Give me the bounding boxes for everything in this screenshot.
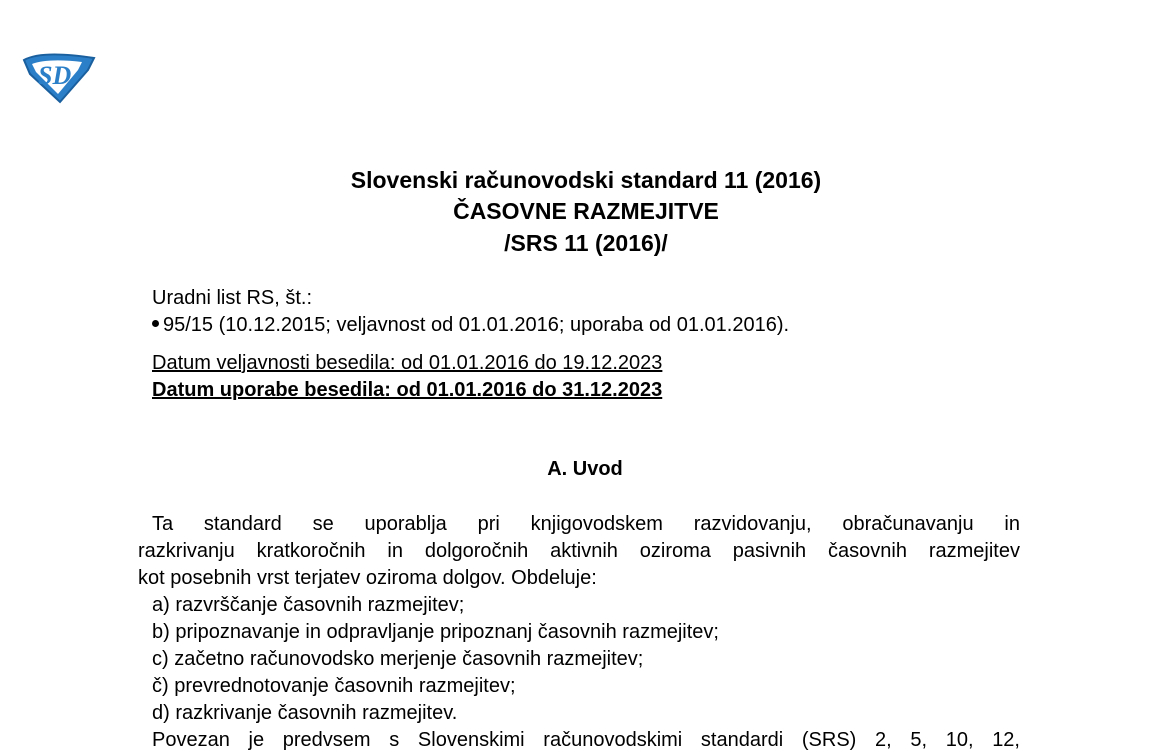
document-subtitle: ČASOVNE RAZMEJITVE <box>453 198 719 224</box>
validity-date: Datum veljavnosti besedila: od 01.01.2016 do 19.12.2023 <box>152 352 663 374</box>
svg-text:SD: SD <box>38 61 72 90</box>
gazette-label: Uradni list RS, št.: <box>152 287 313 309</box>
list-item: č) prevrednotovanje časovnih razmejitev; <box>152 675 516 697</box>
intro-line-3: kot posebnih vrst terjatev oziroma dolgov. Obdeluje: <box>138 567 597 589</box>
list-item: a) razvrščanje časovnih razmejitev; <box>152 594 465 616</box>
list-item: c) začetno računovodsko merjenje časovnih razmejitev; <box>152 648 644 670</box>
section-heading: A. Uvod <box>547 458 623 480</box>
next-paragraph-line: Povezan je predvsem s Slovenskimi računovodskimi standardi (SRS) 2, 5, 10, 12, <box>152 729 1020 751</box>
document-title: Slovenski računovodski standard 11 (2016) <box>350 167 822 193</box>
document-code: /SRS 11 (2016)/ <box>504 230 668 256</box>
intro-line-1: Ta standard se uporablja pri knjigovodskem razvidovanju, obračunavanju in <box>152 513 1020 535</box>
gazette-item <box>152 314 789 337</box>
bullet-icon <box>152 320 159 327</box>
sd-logo-icon <box>22 48 96 104</box>
use-date: Datum uporabe besedila: od 01.01.2016 do 31.12.2023 <box>152 379 663 401</box>
intro-line-2: razkrivanju kratkoročnih in dolgoročnih aktivnih oziroma pasivnih časovnih razmejitev <box>138 540 1020 562</box>
list-item: b) pripoznavanje in odpravljanje pripoznanj časovnih razmejitev; <box>152 621 719 643</box>
gazette-item-text: 95/15 (10.12.2015; veljavnost od 01.01.2016; uporaba od 01.01.2016). <box>163 314 790 336</box>
list-item: d) razkrivanje časovnih razmejitev. <box>152 702 458 724</box>
